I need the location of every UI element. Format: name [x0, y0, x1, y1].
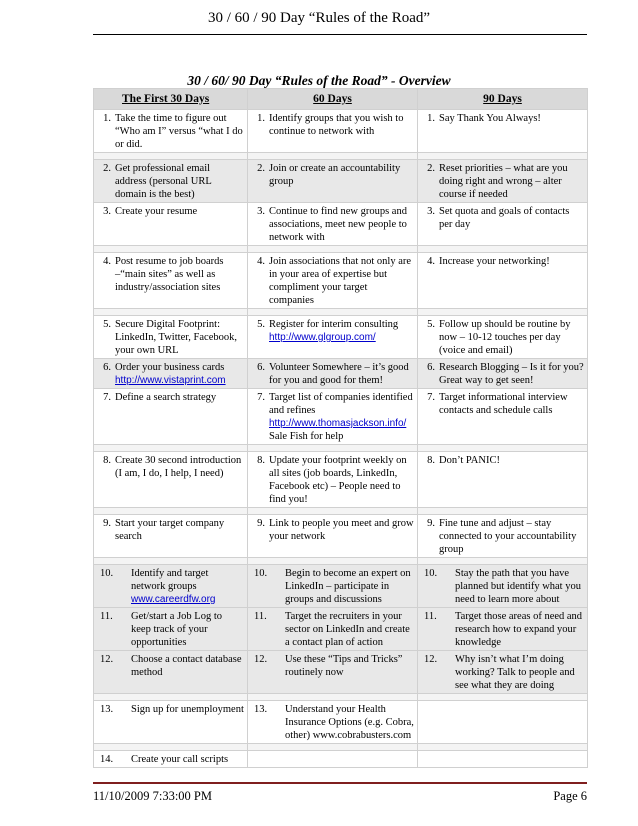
list-item	[251, 112, 414, 138]
item-number: 6.	[257, 362, 265, 373]
item-text	[439, 454, 584, 467]
table-row	[94, 160, 588, 203]
item-number: 10.	[100, 568, 114, 579]
item-text	[285, 703, 414, 742]
list-item	[251, 454, 414, 506]
item-text-body: Fine tune and adjust – stay connected to your accountability group	[439, 518, 577, 555]
table-cell	[418, 452, 588, 508]
spacer-cell	[418, 744, 588, 751]
spacer-cell	[94, 558, 248, 565]
item-text	[455, 567, 584, 606]
row-spacer	[94, 558, 588, 565]
item-text	[115, 112, 244, 151]
table-cell	[94, 389, 248, 445]
item-number: 5.	[427, 319, 435, 330]
table-cell	[418, 203, 588, 246]
table-row	[94, 608, 588, 651]
item-number: 1.	[427, 113, 435, 124]
item-text-body: Update your footprint weekly on all sites (job boards, LinkedIn, Facebook etc) – People need to find you!	[269, 455, 407, 505]
table-cell	[248, 515, 418, 558]
spacer-cell	[94, 744, 248, 751]
item-text	[439, 517, 584, 556]
list-item	[251, 205, 414, 244]
spacer-cell	[418, 153, 588, 160]
column-header-60-days: 60 Days	[248, 89, 418, 110]
item-text	[269, 255, 414, 307]
table-row	[94, 110, 588, 153]
spacer-cell	[248, 153, 418, 160]
table-cell	[418, 515, 588, 558]
item-text-body: Take the time to figure out “Who am I” versus “what I do or did.	[115, 113, 243, 150]
item-text	[269, 361, 414, 387]
table-row	[94, 701, 588, 744]
item-text	[269, 112, 414, 138]
spacer-cell	[418, 508, 588, 515]
table-cell	[94, 651, 248, 694]
item-number: 7.	[427, 392, 435, 403]
table-cell	[248, 110, 418, 153]
table-cell	[248, 203, 418, 246]
item-text	[115, 205, 244, 218]
item-text	[131, 753, 244, 766]
item-text-body: Understand your Health Insurance Options (e.g. Cobra, other) www.cobrabusters.com	[285, 704, 414, 741]
item-text-body: Identify groups that you wish to continue to network with	[269, 113, 404, 137]
spacer-cell	[418, 558, 588, 565]
item-text-body: Get professional email address (personal URL domain is the best)	[115, 163, 212, 200]
item-number: 11.	[254, 611, 267, 622]
item-number: 9.	[257, 518, 265, 529]
list-item	[251, 610, 414, 649]
item-number: 13.	[100, 704, 114, 715]
list-item	[97, 454, 244, 480]
item-text	[439, 361, 584, 387]
spacer-cell	[94, 246, 248, 253]
table-cell	[94, 452, 248, 508]
row-spacer	[94, 508, 588, 515]
table-cell	[94, 701, 248, 744]
table-row	[94, 452, 588, 508]
item-text	[285, 610, 414, 649]
list-item	[97, 361, 244, 387]
item-text-body: Start your target company search	[115, 518, 225, 542]
item-text	[439, 112, 584, 125]
item-text-body: Follow up should be routine by now – 10-12 touches per day (voice and email)	[439, 319, 571, 356]
item-link[interactable]: http://www.glgroup.com/	[269, 332, 376, 343]
item-text-body: Create 30 second introduction (I am, I do, I help, I need)	[115, 455, 242, 479]
item-text	[115, 318, 244, 357]
table-cell	[94, 359, 248, 389]
item-number: 10.	[254, 568, 268, 579]
list-item	[251, 567, 414, 606]
table-row	[94, 359, 588, 389]
table-cell	[94, 316, 248, 359]
item-text-body: Continue to find new groups and associations, meet new people to network with	[269, 206, 407, 243]
item-number: 13.	[254, 704, 268, 715]
item-text-body: Say Thank You Always!	[439, 113, 541, 124]
item-text	[269, 162, 414, 188]
item-text	[455, 653, 584, 692]
item-number: 4.	[103, 256, 111, 267]
list-item	[421, 517, 584, 556]
list-item	[251, 318, 414, 344]
table-cell	[248, 316, 418, 359]
list-item	[421, 255, 584, 268]
table-cell	[248, 565, 418, 608]
item-text-body: Begin to become an expert on LinkedIn – participate in groups and discussions	[285, 568, 411, 605]
item-text-body: Target informational interview contacts and schedule calls	[439, 392, 568, 416]
item-number: 11.	[424, 611, 437, 622]
table-cell	[94, 608, 248, 651]
item-text	[115, 162, 244, 201]
table-cell	[418, 359, 588, 389]
list-item	[421, 361, 584, 387]
list-item	[97, 610, 244, 649]
item-number: 3.	[427, 206, 435, 217]
table-cell	[418, 253, 588, 309]
item-text	[439, 318, 584, 357]
spacer-cell	[418, 445, 588, 452]
item-number: 12.	[254, 654, 268, 665]
table-cell	[418, 751, 588, 768]
row-spacer	[94, 309, 588, 316]
footer-datetime: 11/10/2009 7:33:00 PM	[93, 789, 212, 803]
item-number: 9.	[103, 518, 111, 529]
list-item	[97, 753, 244, 766]
item-number: 5.	[257, 319, 265, 330]
table-row	[94, 389, 588, 445]
rules-table-body	[94, 110, 588, 768]
column-header-30-days: The First 30 Days	[94, 89, 248, 110]
table-row	[94, 316, 588, 359]
footer-rule	[93, 782, 587, 784]
item-number: 3.	[103, 206, 111, 217]
item-number: 11.	[100, 611, 113, 622]
item-number: 2.	[257, 163, 265, 174]
spacer-cell	[94, 508, 248, 515]
item-text	[439, 255, 584, 268]
spacer-cell	[248, 558, 418, 565]
list-item	[97, 567, 244, 606]
item-text	[455, 610, 584, 649]
table-cell	[94, 253, 248, 309]
footer-page-number: Page 6	[553, 789, 587, 803]
table-cell	[418, 565, 588, 608]
item-text-body: Choose a contact database method	[131, 654, 242, 678]
item-text	[115, 255, 244, 294]
spacer-cell	[418, 309, 588, 316]
list-item	[97, 205, 244, 218]
item-text	[131, 703, 244, 716]
table-cell	[94, 160, 248, 203]
item-number: 1.	[257, 113, 265, 124]
item-text	[115, 391, 244, 404]
table-cell	[248, 608, 418, 651]
item-text	[131, 610, 244, 649]
item-text	[269, 205, 414, 244]
item-text-body: Why isn’t what I’m doing working? Talk to people and see what they are doing	[455, 654, 575, 691]
spacer-cell	[248, 744, 418, 751]
item-number: 8.	[103, 455, 111, 466]
table-cell	[248, 160, 418, 203]
item-number: 9.	[427, 518, 435, 529]
item-text-body: Set quota and goals of contacts per day	[439, 206, 570, 230]
table-cell	[418, 651, 588, 694]
item-text-body: Research Blogging – Is it for you? Great way to get seen!	[439, 362, 584, 386]
document-title: 30 / 60/ 90 Day “Rules of the Road” - Overview	[187, 73, 451, 88]
list-item	[421, 610, 584, 649]
item-link[interactable]: http://www.thomasjackson.info/	[269, 418, 407, 429]
table-cell	[94, 751, 248, 768]
table-cell	[248, 701, 418, 744]
table-cell	[94, 565, 248, 608]
table-cell	[248, 651, 418, 694]
list-item	[251, 162, 414, 188]
list-item	[97, 391, 244, 404]
header-rule	[93, 34, 587, 35]
item-number: 4.	[257, 256, 265, 267]
item-number: 2.	[103, 163, 111, 174]
item-number: 3.	[257, 206, 265, 217]
list-item	[97, 653, 244, 679]
item-text-body: Target list of companies identified and refines	[269, 392, 413, 416]
table-row	[94, 565, 588, 608]
item-text-body: Join or create an accountability group	[269, 163, 401, 187]
item-number: 4.	[427, 256, 435, 267]
table-cell	[248, 253, 418, 309]
item-text-body: Define a search strategy	[115, 392, 217, 403]
column-header-90-days: 90 Days	[418, 89, 588, 110]
spacer-cell	[248, 508, 418, 515]
item-text	[115, 454, 244, 480]
item-number: 8.	[427, 455, 435, 466]
spacer-cell	[94, 309, 248, 316]
list-item	[421, 653, 584, 692]
table-cell	[418, 316, 588, 359]
row-spacer	[94, 246, 588, 253]
item-number: 7.	[103, 392, 111, 403]
list-item	[97, 255, 244, 294]
item-text-body: Target those areas of need and research how to expand your knowledge	[455, 611, 583, 648]
item-number: 12.	[100, 654, 114, 665]
row-spacer	[94, 744, 588, 751]
spacer-cell	[94, 694, 248, 701]
spacer-cell	[248, 445, 418, 452]
list-item	[97, 162, 244, 201]
item-text	[115, 517, 244, 543]
item-number: 14.	[100, 754, 114, 765]
spacer-cell	[94, 153, 248, 160]
table-cell	[418, 701, 588, 744]
item-number: 7.	[257, 392, 265, 403]
table-cell	[418, 110, 588, 153]
table-row	[94, 651, 588, 694]
item-text-body: Target the recruiters in your sector on LinkedIn and create a contact plan of action	[285, 611, 410, 648]
table-row	[94, 203, 588, 246]
item-number: 6.	[103, 362, 111, 373]
spacer-cell	[248, 694, 418, 701]
list-item	[251, 703, 414, 742]
item-text-body: Don’t PANIC!	[439, 455, 500, 466]
item-text	[269, 517, 414, 543]
list-item	[421, 391, 584, 417]
item-text	[131, 567, 244, 606]
item-text	[439, 162, 584, 201]
table-cell	[418, 160, 588, 203]
item-text-body: Create your resume	[115, 206, 198, 217]
item-text-body: Stay the path that you have planned but identify what you need to learn more about	[455, 568, 581, 605]
list-item	[421, 454, 584, 467]
table-row	[94, 751, 588, 768]
item-number: 12.	[424, 654, 438, 665]
item-text-body: Post resume to job boards –“main sites” as well as industry/association sites	[115, 256, 224, 293]
item-text	[439, 205, 584, 231]
item-text	[131, 653, 244, 679]
item-number: 6.	[427, 362, 435, 373]
list-item	[421, 112, 584, 125]
list-item	[97, 112, 244, 151]
table-row	[94, 515, 588, 558]
item-text	[285, 653, 414, 679]
list-item	[251, 653, 414, 679]
list-item	[421, 162, 584, 201]
item-text-body: Identify and target network groups	[131, 568, 209, 592]
spacer-cell	[418, 694, 588, 701]
spacer-cell	[418, 246, 588, 253]
table-cell	[94, 515, 248, 558]
item-text	[439, 391, 584, 417]
item-text-after-link: Sale Fish for help	[269, 431, 344, 442]
item-text-body: Order your business cards	[115, 362, 225, 373]
item-text-body: Use these “Tips and Tricks” routinely now	[285, 654, 403, 678]
item-number: 8.	[257, 455, 265, 466]
item-text-body: Join associations that not only are in your area of expertise but compliment your target companies	[269, 256, 412, 306]
list-item	[97, 517, 244, 543]
item-number: 5.	[103, 319, 111, 330]
table-cell	[248, 389, 418, 445]
item-text-body: Reset priorities – what are you doing right and wrong – alter course if needed	[439, 163, 568, 200]
item-text	[285, 567, 414, 606]
item-text-body: Sign up for unemployment	[131, 704, 244, 715]
item-number: 10.	[424, 568, 438, 579]
item-text-body: Link to people you meet and grow your network	[269, 518, 414, 542]
row-spacer	[94, 694, 588, 701]
item-link[interactable]: www.careerdfw.org	[131, 594, 216, 605]
table-cell	[248, 452, 418, 508]
item-text	[269, 454, 414, 506]
item-link[interactable]: http://www.vistaprint.com	[115, 375, 226, 386]
item-number: 1.	[103, 113, 111, 124]
list-item	[251, 255, 414, 307]
list-item	[251, 517, 414, 543]
rules-table	[93, 88, 588, 768]
table-cell	[94, 203, 248, 246]
spacer-cell	[248, 309, 418, 316]
list-item	[251, 391, 414, 443]
list-item	[421, 567, 584, 606]
item-text-body: Get/start a Job Log to keep track of your opportunities	[131, 611, 222, 648]
item-text-body: Volunteer Somewhere – it’s good for you and good for them!	[269, 362, 409, 386]
table-cell	[94, 110, 248, 153]
spacer-cell	[94, 445, 248, 452]
item-text-body: Register for interim consulting	[269, 319, 399, 330]
table-cell	[248, 751, 418, 768]
item-text-body: Increase your networking!	[439, 256, 550, 267]
item-text	[269, 318, 414, 344]
table-cell	[418, 608, 588, 651]
item-text-body: Create your call scripts	[131, 754, 229, 765]
table-cell	[248, 359, 418, 389]
list-item	[251, 361, 414, 387]
list-item	[97, 318, 244, 357]
page-header: 30 / 60 / 90 Day “Rules of the Road”	[207, 10, 431, 26]
row-spacer	[94, 153, 588, 160]
spacer-cell	[248, 246, 418, 253]
row-spacer	[94, 445, 588, 452]
item-text	[269, 391, 414, 443]
item-text	[115, 361, 244, 387]
item-number: 2.	[427, 163, 435, 174]
list-item	[97, 703, 244, 716]
list-item	[421, 205, 584, 231]
table-row	[94, 253, 588, 309]
list-item	[421, 318, 584, 357]
table-cell	[418, 389, 588, 445]
item-text-body: Secure Digital Footprint: LinkedIn, Twitter, Facebook, your own URL	[115, 319, 237, 356]
table-header-row	[94, 89, 588, 110]
